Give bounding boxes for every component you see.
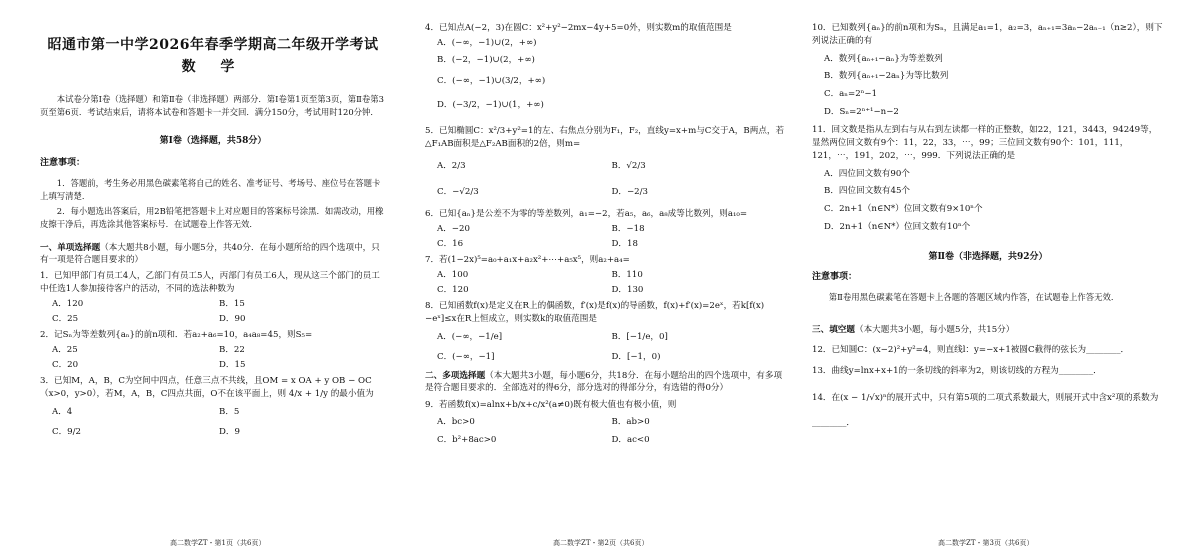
option: D．(−3/2，−1)∪(1，+∞) [437,99,544,110]
option: A．−20 [437,224,470,235]
page-3 [800,0,1200,556]
option: C．(−∞，−1)∪(3/2，+∞) [437,76,546,87]
option: D．Sₙ=2ⁿ⁺¹−n−2 [824,106,899,117]
option: C．b²+8ac>0 [437,435,497,446]
section2-title: 二、多项选择题 [425,371,486,382]
section3-title: 三、填空题 [812,324,855,335]
option: B．[−1/e，0] [611,332,668,343]
question-13: 13．曲线y=lnx+x+1的一条切线的斜率为2，则该切线的方程为________． [812,365,1102,376]
exam-subject: 数 学 [181,58,245,75]
question-8: 8．已知函数f(x)是定义在R上的偶函数，f′(x)是f(x)的导函数，f(x)+f′(x)=2eˣ，若k[f(x)−eˣ]≤x在R上恒成立，则实数k的取值范围是 [425,301,765,325]
question-7-options [425,270,786,296]
option: D．15 [219,359,246,370]
option: A．(−∞，−1/e] [437,332,503,343]
question-8-options [425,332,786,363]
option: D．2n+1（n∈N*）位回文数有10ⁿ个 [824,221,971,232]
question-5: 5．已知椭圆C：x²/3+y²=1的左、右焦点分别为F₁，F₂，直线y=x+m与C交于A，B两点，若△F₁AB面积是△F₂AB面积的2倍，则m= [425,126,785,150]
option: C．9/2 [52,426,81,437]
question-6: 6．已知{aₙ}是公差不为零的等差数列，a₁=−2，若a₅，a₆，a₈成等比数列，则a₁₀= [425,209,748,220]
option: D．[−1，0) [611,351,661,362]
question-9: 9．若函数f(x)=alnx+b/x+c/x²(a≠0)既有极大值也有极小值，则 [425,399,677,410]
section1-header [40,243,386,266]
option: C．2n+1（n∈N*）位回文数有9×10ⁿ个 [824,204,983,215]
section2-desc: （本大题共3小题，每小题6分，共18分．在每小题给出的四个选项中，有多项是符合题目要求的．全部选对的得6分，部分选对的得部分分，有选错的得0分） [425,371,783,393]
part1-title: 第Ⅰ卷（选择题，共58分） [159,135,267,146]
section2-header [425,371,786,394]
notice-part2: 第Ⅱ卷用黑色碳素笔在答题卡上各题的答题区域内作答，在试题卷上作答无效． [828,292,1120,303]
option: B．110 [611,270,643,281]
option: D．9 [219,426,240,437]
page-1-footer: 高二数学ZT・第1页（共6页） [170,538,266,547]
question-3: 3．已知M，A，B，C为空间中四点，任意三点不共线，且OM = x OA + y OB − OC（x>0，y>0），若M，A，B，C四点共面，O不在该平面上，则 4/x + 1/y 的最小值为 [40,376,374,400]
option: C．(−∞，−1] [437,351,495,362]
notice-item-1: 1．答题前，考生务必用黑色碳素笔将自己的姓名、准考证号、考场号、座位号在答题卡上填写清楚． [40,178,381,202]
option: C．aₙ=2ⁿ−1 [824,88,878,99]
option: A．25 [52,345,78,356]
option: C．20 [52,359,79,370]
section3-desc: （本大题共3小题，每小题5分，共15分） [854,324,1015,335]
option: A．四位回文数有90个 [824,168,910,179]
option: B．15 [219,299,245,310]
option: C．120 [437,284,469,295]
question-14: 14．在(x − 1/√x)ⁿ的展开式中，只有第5项的二项式系数最大，则展开式中含x²项的系数为 [812,392,1159,403]
option: D．130 [611,284,644,295]
option: C．16 [437,238,464,249]
question-5-options [425,161,786,198]
question-2-options [40,345,386,371]
question-11: 11．回文数是指从左到右与从右到左读都一样的正整数，如22，121，3443，94249等，显然两位回文数有9个：11，22，33，⋯，99；三位回文数有90个：101，111，121，⋯，191，202，⋯，999．下列说法正确的是 [812,125,1158,161]
question-9-options [425,417,786,446]
option: B．√2/3 [611,161,646,172]
exam-title: 昭通市第一中学2026年春季学期高二年级开学考试 [47,37,379,53]
page-3-footer: 高二数学ZT・第3页（共6页） [938,538,1034,547]
question-7: 7．若(1−2x)⁵=a₀+a₁x+a₂x²+⋯+a₅x⁵，则a₂+a₄= [425,255,630,266]
option: D．90 [219,313,246,324]
option: B．(−2，−1)∪(2，+∞) [437,55,535,66]
question-6-options [425,224,786,250]
option: A．bc>0 [437,417,475,428]
option: D．ac<0 [611,435,650,446]
question-4: 4．已知点A(−2，3)在圆C：x²+y²−2mx−4y+5=0外，则实数m的取值范围是 [425,23,732,33]
question-10: 10．已知数列{aₙ}的前n项和为Sₙ，且满足a₁=1，a₂=3，aₙ₊₁=3aₙ−2aₙ₋₁（n≥2），则下列说法正确的有 [812,23,1163,46]
option: D．18 [611,238,638,249]
notice-heading-2: 注意事项： [812,272,858,283]
option: A．100 [437,270,469,281]
question-11-options [812,169,1164,233]
option: A．数列{aₙ₊₁−aₙ}为等差数列 [824,53,943,64]
notice-item-2: 2．每小题选出答案后，用2B铅笔把答题卡上对应题目的答案标号涂黑．如需改动，用橡皮擦干净后，再选涂其他答案标号．在试题卷上作答无效． [40,206,384,230]
option: A．4 [52,407,73,418]
option: A．(−∞，−1)∪(2，+∞) [437,37,537,48]
option: D．−2/3 [611,186,649,197]
page-1 [0,0,400,556]
part2-title: 第Ⅱ卷（非选择题，共92分） [928,252,1048,263]
section1-desc: （本大题共8小题，每小题5分，共40分．在每小题所给的四个选项中，只有一项是符合题目要求的） [40,243,380,265]
question-12: 12．已知圆C：(x−2)²+y²=4，则直线l：y=−x+1被圆C截得的弦长为________． [812,345,1130,356]
question-4-options [425,38,786,111]
question-10-options [812,54,1164,118]
option: B．数列{aₙ₊₁−2aₙ}为等比数列 [824,71,949,82]
option: B．ab>0 [611,417,650,428]
option: B．四位回文数有45个 [824,186,911,197]
notice-heading: 注意事项： [40,157,86,168]
exam-intro: 本试卷分第Ⅰ卷（选择题）和第Ⅱ卷（非选择题）两部分．第Ⅰ卷第1页至第3页，第Ⅱ卷第3页至第6页．考试结束后，请将本试卷和答题卡一并交回．满分150分，考试用时120分钟． [40,93,384,117]
question-1: 1．已知甲部门有员工4人，乙部门有员工5人，丙部门有员工6人，现从这三个部门的员工中任选1人参加接待客户的活动，不同的选法种数为 [40,271,380,295]
option: C．25 [52,313,79,324]
question-2: 2．记Sₙ为等差数列{aₙ}的前n项和．若a₂+a₆=10，a₄a₈=45，则S₅= [40,330,313,341]
option: B．−18 [611,224,645,235]
option: B．5 [219,407,240,418]
question-14-blank: ________． [812,417,855,428]
section1-title: 一、单项选择题 [40,243,101,254]
question-1-options [40,299,386,325]
option: A．120 [52,299,84,310]
option: B．22 [219,345,245,356]
question-3-options [40,407,386,438]
option: C．−√2/3 [437,186,479,197]
option: A．2/3 [437,161,466,172]
page-2 [400,0,800,556]
section3-header [812,325,1164,337]
page-2-footer: 高二数学ZT・第2页（共6页） [553,538,649,547]
